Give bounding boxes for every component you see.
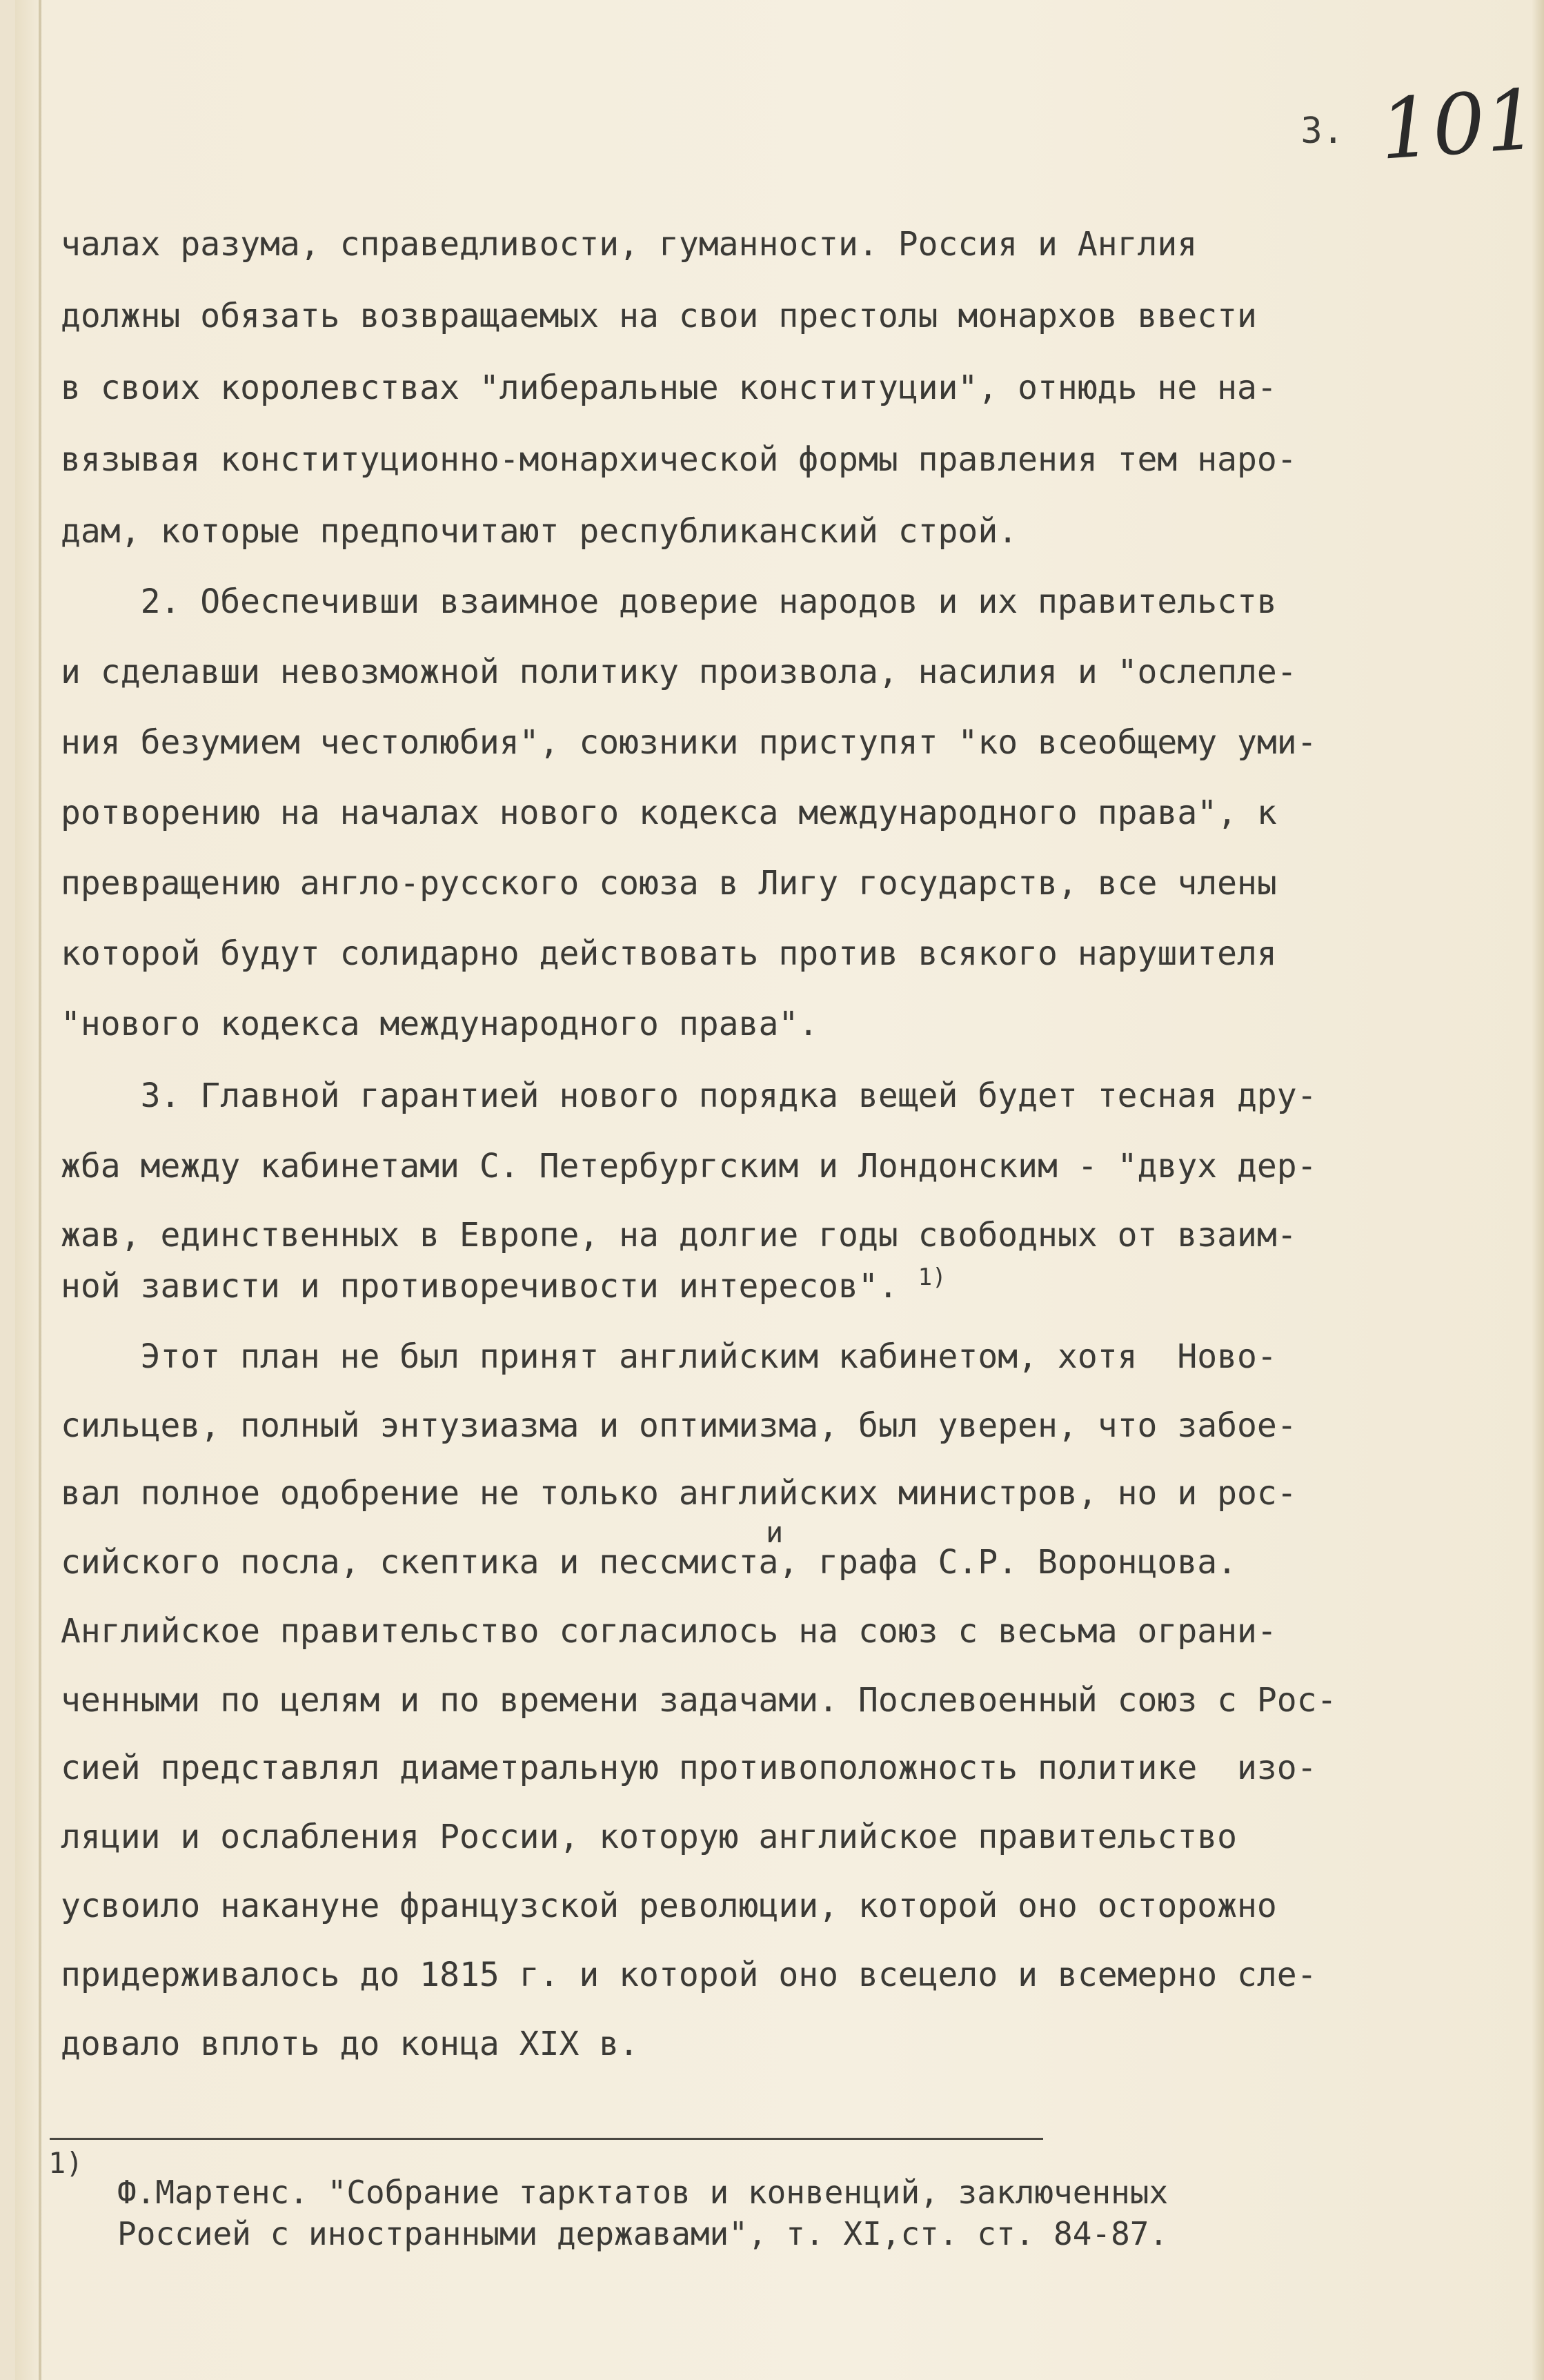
body-line: Этот план не был принят английским кабинетом, хотя Ново- (61, 1337, 1277, 1376)
body-line: ченными по целям и по времени задачами. Послевоенный союз с Рос- (61, 1681, 1337, 1720)
body-line: жав, единственных в Европе, на долгие годы свободных от взаим- (61, 1216, 1297, 1255)
body-line: усвоило накануне французской революции, которой оно осторожно (61, 1887, 1277, 1925)
body-line: вязывая конституционно-монархической формы правления тем наро- (61, 440, 1297, 479)
body-line: 3. Главной гарантией нового порядка вещей будет тесная дру- (61, 1076, 1317, 1115)
body-line: сийского посла, скептика и пессмиста, графа С.Р. Воронцова. (61, 1543, 1238, 1582)
body-line: Английское правительство согласилось на союз с весьма ограни- (61, 1612, 1277, 1651)
page-number-handwritten: 101 (1376, 72, 1541, 179)
inserted-letter-correction: и (766, 1515, 784, 1549)
body-line: которой будут солидарно действовать против всякого нарушителя (61, 934, 1277, 973)
body-line: ляции и ослабления России, которую английское правительство (61, 1818, 1238, 1856)
body-line: и сделавши невозможной политику произвола, насилия и "ослепле- (61, 653, 1297, 691)
body-line: чалах разума, справедливости, гуманности. Россия и Англия (61, 225, 1198, 264)
body-line: ния безумием честолюбия", союзники приступят "ко всеобщему уми- (61, 723, 1317, 762)
paper-sheet (15, 0, 1544, 2380)
body-line: вал полное одобрение не только английских министров, но и рос- (61, 1474, 1297, 1513)
body-line-text: ной зависти и противоречивости интересов". (61, 1267, 918, 1306)
body-line: жба между кабинетами С. Петербургским и Лондонским - "двух дер- (61, 1147, 1317, 1186)
body-line: должны обязать возвращаемых на свои престолы монархов ввести (61, 297, 1257, 335)
body-line: превращению англо-русского союза в Лигу государств, все члены (61, 864, 1277, 903)
body-line: "нового кодекса международного права". (61, 1005, 819, 1043)
body-line: сией представлял диаметральную противоположность политике изо- (61, 1749, 1317, 1787)
body-line: дам, которые предпочитают республиканский строй. (61, 512, 1018, 551)
footnote-mark: 1) (48, 2146, 83, 2180)
body-line: довало вплоть до конца XIX в. (61, 2025, 640, 2063)
body-line: ротворению на началах нового кодекса международного права", к (61, 794, 1277, 832)
footnote-line: Ф.Мартенс. "Собрание тарктатов и конвенций, заключенных (117, 2174, 1169, 2211)
body-line: 2. Обеспечивши взаимное доверие народов и их правительств (61, 582, 1277, 621)
page-edge (1532, 0, 1544, 2380)
body-line: в своих королевствах "либеральные конституции", отнюдь не на- (61, 368, 1277, 407)
body-line-with-footnote-ref (61, 1263, 947, 1306)
footnote-separator (50, 2138, 1043, 2140)
page-number-typed: 3. (1300, 110, 1344, 152)
footnote-line: Россией с иностранными державами", т. XI,ст. ст. 84-87. (117, 2215, 1169, 2252)
binding-fold (39, 0, 41, 2380)
footnote-reference: 1) (918, 1263, 947, 1291)
body-line: придерживалось до 1815 г. и которой оно всецело и всемерно сле- (61, 1956, 1317, 1994)
body-line: сильцев, полный энтузиазма и оптимизма, был уверен, что забое- (61, 1406, 1297, 1445)
